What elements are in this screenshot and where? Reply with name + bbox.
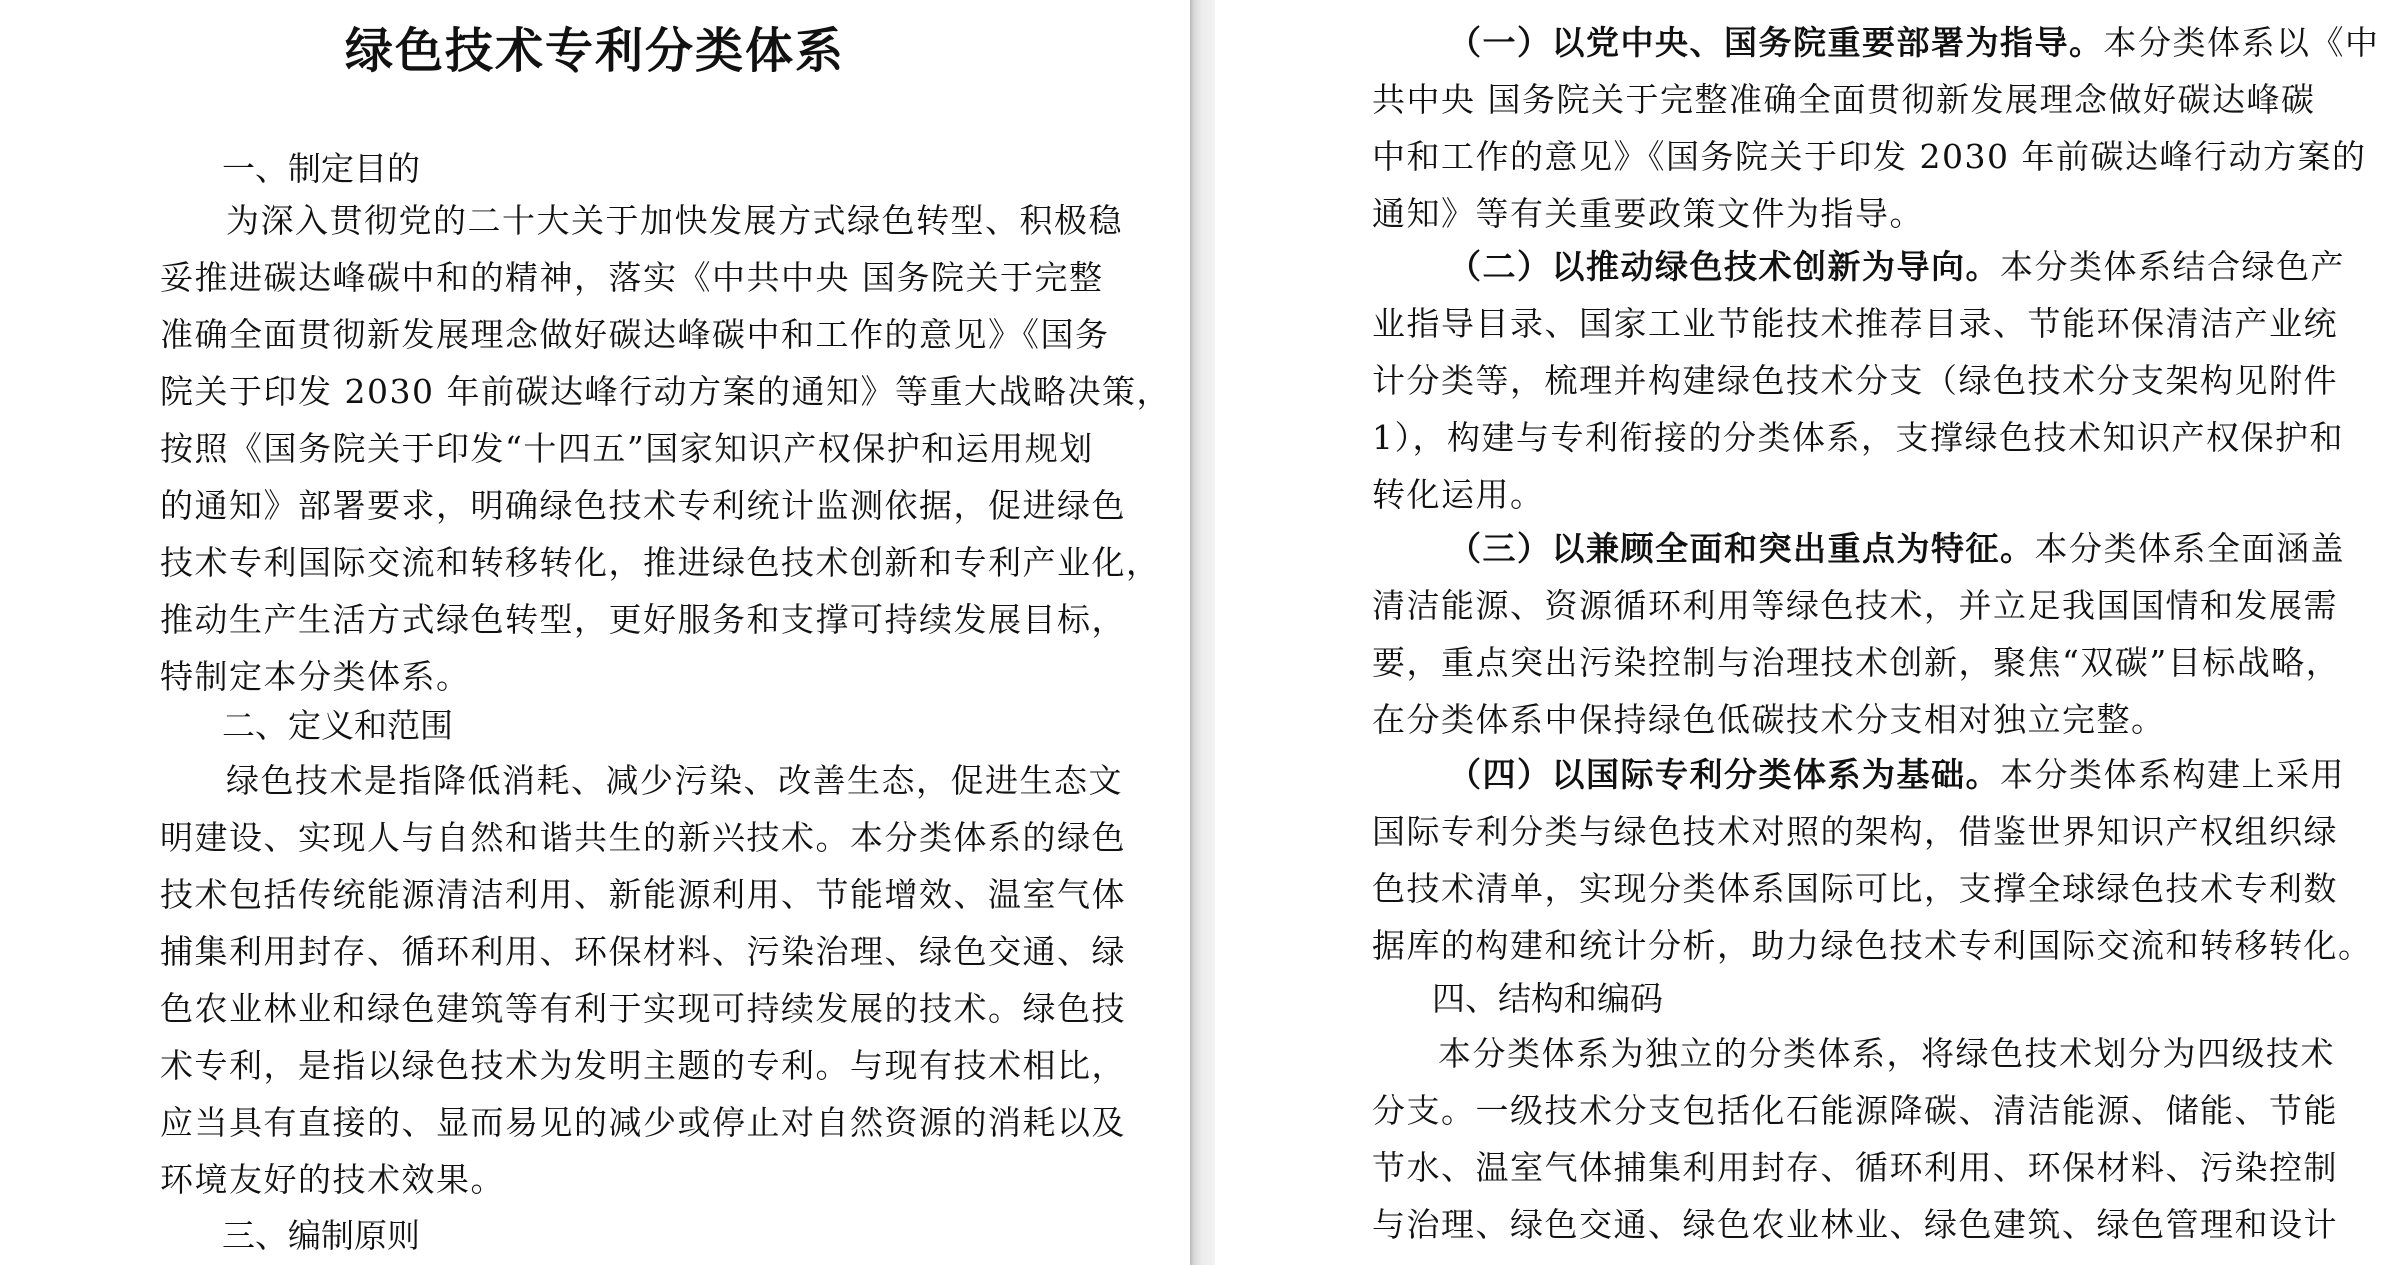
- text-line: 业指导目录、国家工业节能技术推荐目录、节能环保清洁产业统: [1372, 304, 2338, 343]
- text-line: 1），构建与专利衔接的分类体系，支撑绿色技术知识产权保护和: [1372, 418, 2344, 457]
- text-line: [1372, 14, 2380, 71]
- text-line: 技术专利国际交流和转移转化，推进绿色技术创新和专利产业化，: [160, 543, 1161, 582]
- text-line: 要，重点突出污染控制与治理技术创新，聚焦“双碳”目标战略，: [1372, 643, 2341, 682]
- text-line: 明建设、实现人与自然和谐共生的新兴技术。本分类体系的绿色: [160, 818, 1126, 857]
- text-line: 与治理、绿色交通、绿色农业林业、绿色建筑、绿色管理和设计: [1372, 1205, 2338, 1244]
- principle-item-4: [1372, 746, 2373, 974]
- text-line: 计分类等，梳理并构建绿色技术分支（绿色技术分支架构见附件: [1372, 361, 2338, 400]
- text-line: 推动生产生活方式绿色转型，更好服务和支撑可持续发展目标，: [160, 600, 1126, 639]
- principle-lead: （三）以兼顾全面和突出重点为特征。: [1448, 529, 2035, 568]
- text-line: 清洁能源、资源循环利用等绿色技术，并立足我国国情和发展需: [1372, 586, 2338, 625]
- principle-item-3: [1372, 520, 2345, 748]
- text-line: 院关于印发 2030 年前碳达峰行动方案的通知》等重大战略决策，: [160, 372, 1171, 411]
- paragraph-definition: [160, 752, 1126, 1208]
- text-line: 为深入贯彻党的二十大关于加快发展方式绿色转型、积极稳: [226, 201, 1123, 240]
- section-heading-principles: 三、编制原则: [222, 1216, 420, 1255]
- section-heading-structure: 四、结构和编码: [1432, 979, 1663, 1018]
- text-line: [1372, 238, 2345, 295]
- principle-item-2: [1372, 238, 2345, 523]
- principle-item-1: [1372, 14, 2380, 242]
- text-line: 中和工作的意见》《国务院关于印发 2030 年前碳达峰行动方案的: [1372, 137, 2367, 176]
- text-line: 节水、温室气体捕集利用封存、循环利用、环保材料、污染控制: [1372, 1148, 2338, 1187]
- text-line: 应当具有直接的、显而易见的减少或停止对自然资源的消耗以及: [160, 1103, 1126, 1142]
- document-page-left: [0, 0, 1190, 1265]
- document-page-right: [1215, 0, 2394, 1265]
- text-line: 国际专利分类与绿色技术对照的架构，借鉴世界知识产权组织绿: [1372, 812, 2338, 851]
- text-line: 共中央 国务院关于完整准确全面贯彻新发展理念做好碳达峰碳: [1372, 80, 2316, 119]
- text-line: 通知》等有关重要政策文件为指导。: [1372, 194, 1924, 233]
- text-line: [1372, 520, 2345, 577]
- text-line: [1372, 746, 2373, 803]
- document-title: 绿色技术专利分类体系: [344, 23, 845, 79]
- text-line: 技术包括传统能源清洁利用、新能源利用、节能增效、温室气体: [160, 875, 1126, 914]
- principle-lead: （四）以国际专利分类体系为基础。: [1448, 755, 2000, 794]
- principle-text: 本分类体系以《中: [2103, 23, 2380, 62]
- text-line: 的通知》部署要求，明确绿色技术专利统计监测依据，促进绿色: [160, 486, 1126, 525]
- text-line: 色技术清单，实现分类体系国际可比，支撑全球绿色技术专利数: [1372, 869, 2338, 908]
- text-line: 妥推进碳达峰碳中和的精神，落实《中共中央 国务院关于完整: [160, 258, 1104, 297]
- text-line: 准确全面贯彻新发展理念做好碳达峰碳中和工作的意见》《国务: [160, 315, 1110, 354]
- principle-text: 本分类体系结合绿色产: [2000, 247, 2345, 286]
- text-line: 环境友好的技术效果。: [160, 1160, 505, 1199]
- text-line: 术专利，是指以绿色技术为发明主题的专利。与现有技术相比，: [160, 1046, 1126, 1085]
- text-line: 色农业林业和绿色建筑等有利于实现可持续发展的技术。绿色技: [160, 989, 1126, 1028]
- text-line: 分支。一级技术分支包括化石能源降碳、清洁能源、储能、节能: [1372, 1091, 2338, 1130]
- principle-lead: （二）以推动绿色技术创新为导向。: [1448, 247, 2000, 286]
- principle-lead: （一）以党中央、国务院重要部署为指导。: [1448, 23, 2104, 62]
- page-gutter: [1190, 0, 1215, 1265]
- section-heading-purpose: 一、制定目的: [222, 149, 420, 188]
- paragraph-purpose: [160, 192, 1171, 705]
- principle-text: 本分类体系构建上采用: [2000, 755, 2345, 794]
- text-line: 转化运用。: [1372, 475, 1545, 514]
- text-line: 本分类体系为独立的分类体系，将绿色技术划分为四级技术: [1438, 1034, 2335, 1073]
- text-line: 据库的构建和统计分析，助力绿色技术专利国际交流和转移转化。: [1372, 926, 2373, 965]
- text-line: 特制定本分类体系。: [160, 657, 471, 696]
- section-heading-definition: 二、定义和范围: [222, 706, 453, 745]
- text-line: 按照《国务院关于印发“十四五”国家知识产权保护和运用规划: [160, 429, 1094, 468]
- text-line: 在分类体系中保持绿色低碳技术分支相对独立完整。: [1372, 700, 2166, 739]
- text-line: 捕集利用封存、循环利用、环保材料、污染治理、绿色交通、绿: [160, 932, 1126, 971]
- principle-text: 本分类体系全面涵盖: [2034, 529, 2345, 568]
- text-line: 绿色技术是指降低消耗、减少污染、改善生态，促进生态文: [226, 761, 1123, 800]
- paragraph-structure: [1372, 1025, 2338, 1253]
